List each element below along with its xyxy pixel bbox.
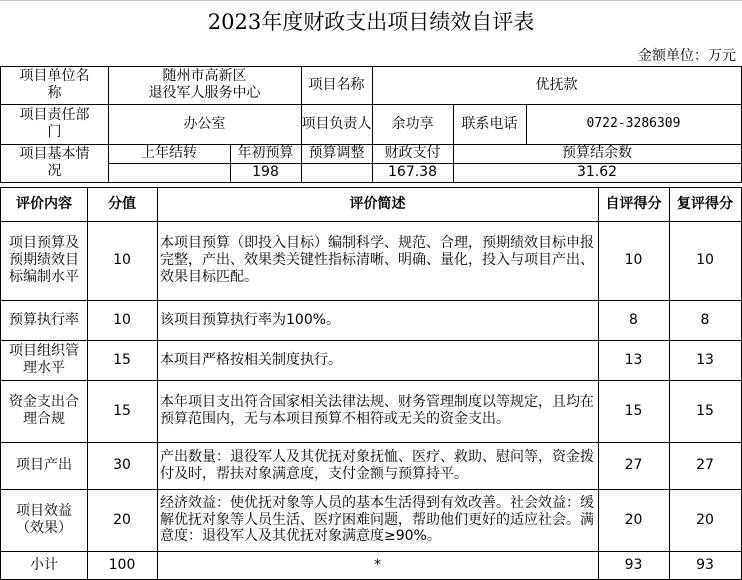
- table-row-summary: 该项目预算执行率为100%。: [160, 311, 341, 328]
- table-row-content: 项目产出: [16, 457, 72, 474]
- grid-line: [230, 144, 231, 182]
- balance-value: 31.62: [576, 164, 618, 181]
- table-row-score: 20: [113, 511, 131, 528]
- table-row-review-score: 15: [696, 402, 714, 419]
- grid-line: [526, 104, 527, 144]
- table-row-review-score: 13: [696, 351, 714, 368]
- grid-line: [0, 187, 1, 580]
- table-row-self-score: 20: [624, 511, 643, 528]
- table-row-self-score: 15: [624, 402, 643, 419]
- table-row-review-score: 27: [696, 457, 714, 474]
- table-row-score: 15: [113, 351, 131, 368]
- total-summary: *: [374, 556, 381, 573]
- total-score: 100: [108, 556, 136, 573]
- grid-line: [108, 66, 109, 182]
- grid-line: [0, 442, 742, 443]
- header-content: 评价内容: [16, 195, 72, 212]
- header-score: 分值: [108, 195, 136, 212]
- table-row-review-score: 20: [696, 511, 714, 528]
- table-row-content: 项目效益（效果）: [16, 503, 72, 536]
- sheet-title: 2023年度财政支出项目绩效自评表: [207, 10, 535, 35]
- payment-value: 167.38: [388, 164, 437, 181]
- table-row-summary: 经济效益：使优抚对象等人员的基本生活得到有效改善。社会效益：缓解优抚对象等人员生活、医疗困难问题，帮助他们更好的适应社会。满意度：退役军人及其优抚对象满意度≥90%。: [160, 494, 594, 545]
- table-row-content: 项目预算及预期绩效目标编制水平: [9, 235, 79, 285]
- table-row-summary: 本项目严格按相关制度执行。: [160, 351, 342, 368]
- grid-line: [87, 187, 88, 580]
- grid-line: [0, 104, 742, 105]
- grid-line: [0, 182, 742, 183]
- grid-line: [0, 66, 742, 67]
- resp-person-label: 项目负责人: [301, 115, 372, 132]
- phone-label: 联系电话: [461, 115, 518, 132]
- balance-label: 预算结余数: [562, 145, 632, 162]
- grid-line: [453, 104, 454, 182]
- table-row-review-score: 10: [696, 252, 714, 269]
- grid-line: [108, 163, 742, 164]
- grid-line: [301, 144, 302, 182]
- grid-line: [0, 551, 742, 552]
- grid-line: [157, 187, 158, 580]
- table-row-review-score: 8: [700, 311, 710, 328]
- total-label: 小计: [30, 556, 58, 573]
- grid-line: [0, 380, 742, 381]
- table-row-score: 30: [113, 457, 131, 474]
- budget-adjust-label: 预算调整: [308, 145, 365, 162]
- resp-person-value: 余功享: [391, 115, 434, 132]
- project-name-value: 优抚款: [535, 76, 578, 93]
- grid-line: [0, 144, 742, 145]
- resp-dept-label: 项目责任部门: [19, 107, 90, 140]
- table-row-summary: 本年项目支出符合国家相关法律法规、财务管理制度以等规定，且均在预算范围内，无与本项目预算不相符或无关的资金支出。: [160, 394, 594, 427]
- grid-line: [0, 300, 742, 301]
- budget-adjust-value: [301, 163, 372, 182]
- table-row-summary: 产出数量：退役军人及其优抚对象抚恤、医疗、救助、慰问等，资金拨付及时，帮扶对象满意度，支付金额与预算持平。: [160, 448, 594, 482]
- grid-line: [301, 66, 302, 144]
- carryover-label: 上年结转: [141, 145, 197, 162]
- table-row-self-score: 10: [624, 252, 643, 269]
- grid-line: [0, 489, 742, 490]
- grid-line: [598, 187, 599, 580]
- header-self-score: 自评得分: [605, 195, 662, 212]
- header-summary: 评价简述: [349, 195, 406, 212]
- table-row-score: 10: [113, 252, 131, 269]
- dept-label: 项目单位名称: [19, 68, 90, 101]
- dept-value: 随州市高新区 退役军人服务中心: [148, 68, 261, 101]
- payment-label: 财政支付: [384, 145, 441, 162]
- phone-value: 0722-3286309: [586, 116, 681, 132]
- table-row-content: 项目组织管理水平: [9, 343, 79, 376]
- table-row-self-score: 27: [624, 457, 643, 474]
- table-row-score: 15: [113, 402, 131, 419]
- total-self-score: 93: [624, 556, 643, 573]
- project-name-label: 项目名称: [308, 76, 365, 93]
- table-row-self-score: 13: [624, 351, 643, 368]
- grid-line: [669, 187, 670, 580]
- table-row-self-score: 8: [629, 311, 638, 328]
- carryover-value: [108, 163, 230, 182]
- grid-line: [0, 0, 742, 1]
- total-review-score: 93: [696, 556, 714, 573]
- basic-info-label: 项目基本情况: [19, 146, 90, 179]
- initial-budget-label: 年初预算: [237, 145, 294, 162]
- resp-dept-value: 办公室: [183, 115, 226, 132]
- grid-line: [0, 187, 742, 188]
- table-row-content: 资金支出合理合规: [9, 394, 79, 427]
- grid-line: [0, 340, 742, 341]
- initial-budget-value: 198: [252, 164, 279, 181]
- grid-line: [372, 66, 373, 182]
- table-row-content: 预算执行率: [9, 311, 79, 328]
- amount-unit-label: 金额单位：万元: [638, 47, 736, 64]
- table-row-summary: 本项目预算（即投入目标）编制科学、规范、合理，预期绩效目标申报完整，产出、效果类关键性指标清晰、明确、量化，投入与项目产出、效果目标匹配。: [160, 235, 594, 285]
- grid-line: [0, 221, 742, 222]
- table-row-score: 10: [113, 311, 131, 328]
- grid-line: [0, 66, 1, 182]
- header-review-score: 复评得分: [677, 195, 733, 212]
